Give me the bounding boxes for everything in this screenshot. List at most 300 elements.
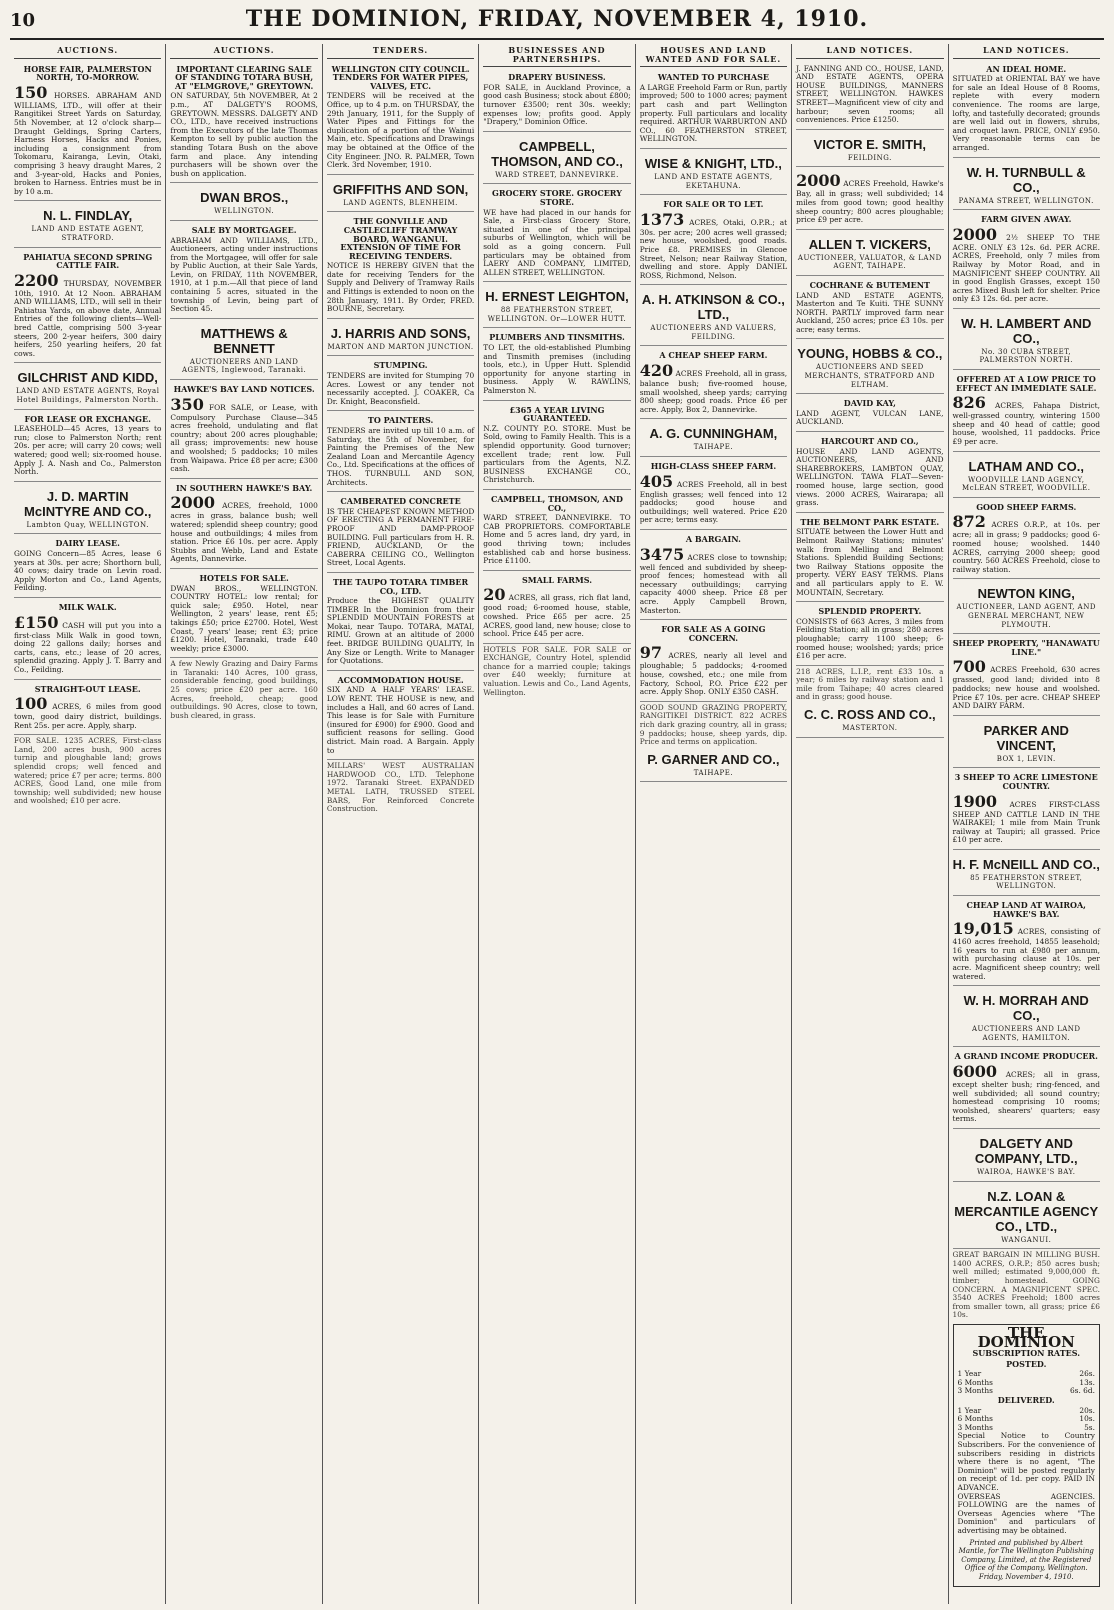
ad-title: COCHRANE & BUTEMENT — [809, 279, 930, 290]
ad-title: TO PAINTERS. — [367, 415, 434, 426]
firm-address: WAIROA, HAWKE'S BAY. — [977, 1167, 1076, 1176]
rate-price: 26s. — [1079, 1369, 1095, 1379]
ad-text: CONSISTS of 663 Acres, 3 miles from Feilding Station; all in grass; 280 acres ploughable; carry 1100 sheep; 6-roomed house; woolshed; yards; price £16 per acre. — [796, 616, 944, 661]
ad-title: THE BELMONT PARK ESTATE. — [800, 516, 940, 527]
firm-block — [640, 747, 787, 783]
advertisement — [640, 348, 787, 419]
ad-lead-figure: 350 — [170, 394, 204, 414]
page-title: THE DOMINION, FRIDAY, NOVEMBER 4, 1910. — [245, 6, 869, 32]
ad-lead-figure: 405 — [639, 471, 674, 491]
ad-text: A LARGE Freehold Farm or Run, partly improved; 500 to 1000 acres; payment part cash and part Wellington property. Full particulars and locality required. ARTHUR WARBURTON AND CO., 60 FEATHERSTON STREET, WELLINGTON. — [639, 82, 788, 144]
ad-body — [483, 514, 630, 566]
delivered-label: DELIVERED. — [997, 1395, 1055, 1406]
column-6 — [792, 44, 948, 1604]
firm-address: WANGANUI. — [1001, 1235, 1052, 1244]
ad-body — [640, 211, 787, 281]
ad-text: ACRES Freehold, 630 acres grassed, good land; divided into 8 paddocks; new house and woolshed. Price £7 10s. per acre. CHEAP SHEEP AND DAIRY FARM. — [952, 665, 1100, 711]
ad-text: ACRES Freehold, Hawke's Bay, all in grass; well subdivided; 14 miles from good town; good healthy sheep country; 800 acres ploughable; price £9 per acre. — [796, 179, 944, 225]
ad-title: CAMBERATED CONCRETE — [340, 496, 461, 507]
advertisement — [170, 223, 317, 319]
ad-title: DAIRY LEASE. — [55, 538, 120, 549]
firm-block — [953, 988, 1100, 1047]
ad-text: ACRES FIRST-CLASS SHEEP AND CATTLE LAND IN THE WAIRAKEI; 1 mile from Main Trunk railway at Taupiri; all grassed. Price £10 per acre. — [952, 799, 1100, 845]
ad-text: J. FANNING AND CO., HOUSE, LAND, AND ESTATE AGENTS, OPERA HOUSE BUILDINGS, MANNERS STREET, WELLINGTON. HAWKES STREET—Magnificent view of city and harbour; seven rooms; all conveniences. Price £1250. — [796, 63, 944, 125]
advertisement — [14, 682, 161, 736]
firm-name: GILCHRIST AND KIDD, — [17, 370, 158, 386]
ad-text: HORSES. ABRAHAM AND WILLIAMS, LTD., will offer at their Rangitikei Street Yards on Saturday, 5th November, at 12 o'clock sharp—Draught Geldings, Spring Carters, Harness Horses, Hacks and Ponies, including a consignment from Tokomaru, Kairanga, Levin, Otaki, comprising 3 heavy draught Mares, 2 and 3-year-old, Hacks and Ponies, broken to Harness. Entries must be in by 10 a.m. — [14, 90, 162, 196]
ad-lead-figure: 6000 — [952, 1062, 998, 1081]
column-5 — [636, 44, 792, 1604]
firm-name: PARKER AND VINCENT, — [983, 722, 1069, 753]
ad-text: ACRES; all in grass, except shelter bush; ring-fenced, and well subdivided; all sound country; homestead comprising 10 rooms; woolshed, shearers' quarters; easy terms. — [952, 1070, 1100, 1124]
subscription-note: Special Notice to Country Subscribers. For the convenience of subscribers residing in districts where there is no agent, "The Dominion" will be posted regularly on receipt of 1d. per copy. PAID IN ADVANCE. — [957, 1431, 1095, 1492]
ad-title: PLUMBERS AND TINSMITHS. — [489, 332, 625, 343]
masthead — [10, 6, 1104, 40]
ad-title: IMPORTANT CLEARING SALE OF STANDING TOTARA BUSH, AT "ELMGROVE," GREYTOWN. — [174, 63, 314, 91]
advertisement — [327, 214, 474, 319]
advertisement — [953, 500, 1100, 580]
ad-lead-figure: 20 — [483, 585, 506, 605]
firm-address: WOODVILLE LAND AGENCY, McLEAN STREET, WOODVILLE. — [962, 475, 1091, 493]
firm-block — [483, 134, 630, 185]
advertisement — [170, 382, 317, 479]
firm-block — [953, 311, 1100, 370]
ad-body — [796, 410, 943, 427]
ad-title: A BARGAIN. — [685, 534, 741, 544]
ad-title: ACCOMMODATION HOUSE. — [337, 674, 464, 685]
imprint: Printed and published by Albert Mantle, for The Wellington Publishing Company, Limited, at the Registered Office of the Company, Wellington. Friday, November 4, 1910. — [958, 1538, 1094, 1581]
rate-price: 20s. — [1079, 1405, 1095, 1415]
ad-text: SITUATE between the Lower Hutt and Belmont Railway Stations; minutes' walk from Melling and Belmont Stations. Splendid Building Sections; two Railway Stations opposite the property. VERY EASY TERMS. Plans and all particulars apply to E. W. MOUNTAIN, Secretary. — [796, 527, 944, 597]
subscription-box — [953, 1324, 1100, 1587]
rate-price: 10s. — [1079, 1414, 1095, 1424]
ad-body — [170, 92, 317, 178]
ad-lead-figure: 150 — [14, 82, 48, 102]
column-filler-text: FOR SALE. 1235 ACRES, First-class Land, 200 acres bush, 900 acres turnip and ploughable land; grows splendid crops; well fenced and watered; price £7 per acre; terms. 800 ACRES, Good Land, one mile from township; well subdivided; new house and woolshed; £10 per acre. — [14, 736, 162, 806]
firm-name: P. GARNER AND CO., — [647, 751, 780, 767]
firm-name: VICTOR E. SMITH, — [813, 136, 927, 152]
firm-name: CAMPBELL, THOMSON, AND CO., — [491, 138, 623, 169]
ad-body — [170, 396, 317, 474]
advertisement — [483, 330, 630, 400]
firm-address: AUCTIONEERS AND LAND AGENTS, Inglewood, Taranaki. — [182, 357, 307, 375]
page-number: 10 — [10, 10, 36, 31]
ad-body — [327, 262, 474, 314]
ad-title: IN SOUTHERN HAWKE'S BAY. — [175, 482, 313, 493]
ad-text: TENDERS are invited up till 10 a.m. of Saturday, the 5th of November, for Painting the Premises of the New Zealand Loan and Mercantile Agency Co., Ltd. Specifications at the offices of THOS. TURNBULL AND SON, Architects. — [326, 426, 475, 487]
ad-body — [640, 473, 787, 525]
advertisement — [640, 70, 787, 149]
rate-term: 3 Months — [957, 1386, 993, 1396]
ad-text: DWAN BROS., WELLINGTON. COUNTRY HOTEL: low rental; for quick sale; £950. Hotel, near Wellington, 2 years' lease, rent £5; takings £50; price £2700. Hotel, West Coast, 7 years' lease; rent £3; price £1200. Hotel, Taranaki, trade £40 weekly; price £3000. — [170, 583, 318, 653]
advertisement — [14, 600, 161, 680]
firm-address: LAND AGENTS, BLENHEIM. — [343, 198, 458, 207]
ad-body — [953, 513, 1100, 574]
ad-body — [953, 793, 1100, 845]
ad-lead-figure: £150 — [14, 612, 59, 632]
firm-address: FEILDING. — [847, 153, 892, 162]
ad-text: ACRES, all grass, rich flat land, good road; 6-roomed house, stable, cowshed. Price £65 per acre. 25 ACRES, good land, new house; close to school. Price £45 per acre. — [483, 593, 631, 639]
advertisement — [796, 434, 943, 513]
ad-text: ABRAHAM AND WILLIAMS, LTD., Auctioneers, acting under instructions from the Mortgagee, will offer for sale by Public Auction, at their Sale Yards, Levin, on FRIDAY, 11th NOVEMBER, 1910, at 1 p.m.—All that piece of land containing 5 acres, situated in the township of Levin, being part of Section 45. — [170, 235, 318, 314]
ad-title: £365 A YEAR LIVING GUARANTEED. — [509, 404, 605, 424]
firm-address: 88 FEATHERSTON STREET, WELLINGTON. Or—LOWER HUTT. — [487, 306, 627, 323]
ad-text: CASH will put you into a first-class Milk Walk in good town, doing 22 gallons daily; horses and carts, cans, etc.; lease of 20 acres, splendid grazing. Apply J. T. Barry and Co., Feilding. — [14, 620, 162, 674]
ad-body — [640, 546, 787, 616]
firm-address: TAIHAPE. — [693, 443, 734, 452]
firm-name: J. HARRIS AND SONS, — [330, 325, 471, 341]
firm-block — [796, 341, 943, 394]
firm-address: MARTON AND MARTON JUNCTION. — [327, 342, 474, 351]
ad-text: LAND AND ESTATE AGENTS, Masterton and Te Kuiti. THE SUNNY NORTH. PARTLY improved farm near Auckland, 250 acres; price £3 10s. per acre; easy terms. — [796, 290, 944, 334]
ad-body — [327, 372, 474, 406]
ad-lead-figure: 97 — [639, 643, 662, 663]
column-1 — [10, 44, 166, 1604]
advertisement — [327, 413, 474, 492]
ad-body — [953, 75, 1100, 152]
firm-address: LAND AND ESTATE AGENTS, Royal Hotel Buildings, Palmerston North. — [15, 387, 160, 405]
ad-title: CAMPBELL, THOMSON, AND CO., — [490, 493, 623, 513]
ad-body — [14, 425, 161, 477]
ad-text: N.Z. COUNTY P.O. STORE. Must be Sold, owing to Family Health. This is a splendid opportunity. Good turnover; excellent trade; rent low. Full particulars from the Agents, N.Z. BUSINESS EXCHANGE CO., Christchurch. — [483, 423, 631, 485]
firm-block — [327, 321, 474, 357]
column-2 — [166, 44, 322, 1604]
ad-text: ACRES O.R.P., at 10s. per acre; all in grass; 9 paddocks; good 6-roomed house; woolshed. 1440 ACRES, carrying 2000 sheep; good country. 560 ACRES Freehold, close to railway station. — [952, 520, 1100, 574]
ad-body — [14, 550, 161, 593]
firm-block — [953, 1184, 1100, 1250]
ad-body — [953, 920, 1100, 981]
advertisement — [14, 62, 161, 202]
firm-address: AUCTIONEER, VALUATOR, & LAND AGENT, TAIHAPE. — [797, 253, 942, 271]
ad-body — [327, 92, 474, 169]
advertisement — [14, 536, 161, 598]
ad-text: SIX AND A HALF YEARS' LEASE. LOW RENT. THE HOUSE is new, and includes a Hall, and 60 acres of Land. This lease is for Sale with Furniture (insured for £900) for £900. Good and sufficient reasons for selling. Good district. Main road. A Bargain. Apply to — [326, 685, 475, 755]
firm-name: C. C. ROSS AND CO., — [803, 707, 936, 723]
ad-body — [796, 65, 943, 125]
ad-text: ACRES, Fahapa District, well-grassed country, wintering 1500 sheep and 40 head of cattle; good house, woolshed, 11 paddocks. Price £9 per acre. — [952, 401, 1100, 447]
firm-address: TAIHAPE. — [693, 768, 734, 777]
ad-body — [327, 508, 474, 568]
ad-title: WELLINGTON CITY COUNCIL. TENDERS FOR WATER PIPES, VALVES, ETC. — [331, 63, 470, 91]
advertisement — [483, 403, 630, 490]
column-filler-text: MILLARS' WEST AUSTRALIAN HARDWOOD CO., LTD. Telephone 1972. Taranaki Street. EXPANDED METAL LATH, TRUSSED STEEL BARS, For Reinforced Concrete Construction. — [326, 761, 475, 814]
firm-address: 85 FEATHERSTON STREET, WELLINGTON. — [970, 873, 1083, 891]
firm-name: GRIFFITHS AND SON, — [332, 181, 469, 197]
column-filler-text: GREAT BARGAIN IN MILLING BUSH. 1400 ACRES, O.R.P.; 850 acres bush; well milled; estimated 9,000,000 ft. timber; homestead. GOING CONCERN. A MAGNIFICENT SPEC. 3540 ACRES Freehold; 1800 acres from smaller town, all grass; price £6 10s. — [952, 1250, 1100, 1320]
ad-text: LAND AGENT, VULCAN LANE, AUCKLAND. — [796, 408, 944, 427]
ad-body — [796, 448, 943, 508]
ad-lead-figure: 2000 — [952, 224, 998, 244]
firm-address: LAND AND ESTATE AGENT, STRATFORD. — [31, 225, 144, 242]
ad-body — [796, 618, 943, 661]
advertisement — [483, 492, 630, 571]
ad-text: NOTICE IS HEREBY GIVEN that the date for receiving Tenders for the Supply and Delivery of Tramway Rails and Fittings is extended to noon on the 28th January, 1911. By Order, FRED. BOURNE, Secretary. — [326, 261, 475, 314]
advertisement — [796, 169, 943, 229]
ad-body — [14, 614, 161, 675]
advertisement — [327, 673, 474, 760]
firm-block — [640, 421, 787, 457]
ad-title: PAHIATUA SECOND SPRING CATTLE FAIR. — [23, 251, 153, 271]
ad-text: ACRES, consisting of 4160 acres freehold, 14855 leasehold; 16 years to run at £980 per annum, with purchasing clause at 10s. per acre. Magnificent sheep country; well watered. — [952, 927, 1100, 981]
subscription-title: THE DOMINION — [977, 1323, 1075, 1351]
ad-text: GOING Concern—85 Acres, lease 6 years at 30s. per acre; Shorthorn bull, 40 cows; dairy trade on Levin road. Apply Morton and Co., Land Agents, Feilding. — [14, 548, 162, 593]
ad-body — [170, 494, 317, 564]
ad-lead-figure: 420 — [639, 361, 674, 381]
firm-name: W. H. LAMBERT AND CO., — [961, 315, 1092, 346]
ad-text: ACRES, Otaki, O.P.R.; at 30s. per acre; 200 acres well grassed; new house, woolshed, good roads. Price £8. PREMISES in Glencoe Street, Nelson; near Railway Station, dwelling and store. Apply DANIEL ROSS, Richmond, Nelson. — [639, 217, 788, 280]
ad-text: Produce the HIGHEST QUALITY TIMBER In the Dominion from their SPLENDID MOUNTAIN FORESTS at Mokai, near Taupo. TOTARA, MATAI, RIMU. Grown at an altitude of 2000 feet. BRIDGE BUILDING QUALITY, In Any Size or Length. Write to Manager for Quotations. — [326, 596, 475, 666]
ad-body — [327, 427, 474, 487]
ad-lead-figure: 19,015 — [952, 919, 1014, 939]
ad-text: LEASEHOLD—45 Acres, 13 years to run; close to Palmerston North; rent 20s. per acre; will carry 20 cows; well watered; good well; six-roomed house. Apply J. A. Nash and Co., Palmerston North. — [14, 424, 162, 477]
ad-lead-figure: 2000 — [170, 493, 215, 513]
firm-name: ALLEN T. VICKERS, — [808, 236, 931, 252]
advertisement — [640, 459, 787, 530]
ad-title: SHEEP PROPERTY, "HANAWATU LINE." — [952, 638, 1100, 657]
ad-text: HOUSE AND LAND AGENTS, AUCTIONEERS, AND SHAREBROKERS, LAMBTON QUAY, WELLINGTON. TAWA FLAT—Seven-roomed house, large section, good views. 2000 ACRES, Wairarapa; all grass. — [796, 446, 944, 508]
advertisement — [796, 604, 943, 666]
firm-block — [953, 1131, 1100, 1182]
ad-title: THE GONVILLE AND CASTLECLIFF TRAMWAY BOARD, WANGANUI. EXTENSION OF TIME FOR RECEIVING TENDERS. — [340, 216, 461, 261]
ad-body — [953, 658, 1100, 710]
firm-name: W. H. MORRAH AND CO., — [963, 993, 1089, 1024]
ad-body — [796, 292, 943, 335]
firm-address: AUCTIONEERS AND LAND AGENTS, HAMILTON. — [971, 1025, 1081, 1042]
columns — [10, 44, 1104, 1604]
advertisement — [953, 1049, 1100, 1129]
column-heading: BUSINESSES AND PARTNERSHIPS. — [483, 44, 630, 67]
ad-text: WE have had placed in our hands for Sale, a First-class Grocery Store, situated in one of the principal suburbs of Wellington, which will be sold as a going concern. Full particulars may be obtained from LAERY AND COMPANY, LIMITED, ALLEN STREET, WELLINGTON. — [483, 207, 631, 277]
rate-term: 6 Months — [957, 1377, 993, 1387]
ad-title: HARCOURT AND CO., — [820, 436, 919, 447]
firm-name: J. D. MARTIN McINTYRE AND CO., — [24, 488, 152, 519]
rate-term: 6 Months — [957, 1414, 993, 1424]
firm-address: No. 30 CUBA STREET, PALMERSTON NORTH. — [979, 347, 1073, 365]
firm-name: H. F. McNEILL AND CO., — [952, 856, 1100, 872]
advertisement — [953, 636, 1100, 716]
ad-text: THURSDAY, NOVEMBER 10th, 1910. At 12 Noon. ABRAHAM AND WILLIAMS, LTD., will sell in their Pahiatua Yards, on above date, Annual Entries of the following clients—Well-bred Cattle, comprising 500 3-year steers, 200 2-year heifers, 300 dairy heifers, 250 yearling heifers, 20 fat cows. — [14, 278, 162, 358]
column-heading: HOUSES AND LAND WANTED AND FOR SALE. — [640, 44, 787, 67]
ad-title: HOTELS FOR SALE. — [199, 572, 289, 583]
firm-block — [796, 232, 943, 276]
ad-text: FOR SALE, in Auckland Province, a good cash Business; stock about £800; turnover £3500; rent 30s. weekly; expenses low; profits good. Apply "Drapery," Dominion Office. — [483, 82, 631, 127]
column-filler-text: GOOD SOUND GRAZING PROPERTY, RANGITIKEI DISTRICT. 822 ACRES rich dark grazing country, all in grass; 9 paddocks; house, sheep yards, dip. Price and terms on application. — [639, 702, 788, 747]
ad-title: OFFERED AT A LOW PRICE TO EFFECT AN IMMEDIATE SALE. — [956, 374, 1097, 393]
column-filler-text: HOTELS FOR SALE. FOR SALE or EXCHANGE, Country Hotel, splendid chance for a married couple; takings over £40 weekly; furniture at valuation. Lewis and Co., Land Agents, Wellington. — [483, 644, 631, 697]
ad-lead-figure: 100 — [14, 694, 48, 714]
advertisement — [483, 186, 630, 282]
ad-text: ACRES Freehold, all in best English grasses; well fenced into 12 paddocks; good house and outbuildings; well watered. Price £20 per acre; terms easy. — [639, 479, 788, 525]
ad-title: A GRAND INCOME PRODUCER. — [954, 1051, 1098, 1062]
advertisement — [483, 573, 630, 644]
firm-address: LAND AND ESTATE AGENTS, EKETAHUNA. — [654, 172, 773, 190]
ad-title: STRAIGHT-OUT LEASE. — [34, 683, 141, 694]
column-heading: AUCTIONS. — [14, 44, 161, 59]
firm-block — [14, 484, 161, 535]
column-4 — [479, 44, 635, 1604]
firm-address: PANAMA STREET, WELLINGTON. — [958, 196, 1094, 205]
advertisement — [483, 70, 630, 132]
ad-body — [640, 644, 787, 696]
ad-body — [483, 586, 630, 638]
ad-body — [796, 528, 943, 597]
advertisement — [953, 372, 1100, 452]
ad-text: ACRES close to township; well fenced and subdivided by sheep-proof fences; homestead with all necessary outbuildings; carrying capacity 4000 sheep. Price £8 per acre. Apply Campbell Brown, Masterton. — [639, 552, 788, 615]
ad-title: FOR SALE AS A GOING CONCERN. — [661, 624, 766, 643]
advertisement — [327, 358, 474, 411]
ad-lead-figure: 3475 — [639, 544, 685, 564]
firm-address: AUCTIONEER, LAND AGENT, AND GENERAL MERCHANT, NEW PLYMOUTH. — [956, 603, 1096, 629]
ad-title: THE TAUPO TOTARA TIMBER CO., LTD. — [332, 576, 469, 596]
firm-block — [14, 203, 161, 247]
advertisement — [640, 622, 787, 702]
ad-body — [796, 172, 943, 224]
firm-name: DWAN BROS., — [200, 190, 289, 206]
ad-body — [14, 272, 161, 359]
firm-name: N. L. FINDLAY, — [43, 208, 133, 224]
ad-title: AN IDEAL HOME. — [986, 63, 1067, 74]
firm-name: A. H. ATKINSON & CO., LTD., — [641, 292, 785, 323]
column-filler-text: A few Newly Grazing and Dairy Farms in Taranaki: 140 Acres, 100 grass, considerable fencing, good buildings, 25 cows; price £20 per acre. 160 Acres, freehold, cheap; good outbuildings. 90 Acres, close to town, bush cleared, in grass. — [170, 659, 318, 720]
firm-block — [953, 718, 1100, 769]
ad-body — [170, 237, 317, 314]
advertisement — [953, 212, 1100, 309]
column-heading: AUCTIONS. — [170, 44, 317, 59]
advertisement — [170, 481, 317, 569]
column-7 — [949, 44, 1104, 1604]
advertisement — [953, 898, 1100, 986]
subscription-subtitle: SUBSCRIPTION RATES. — [972, 1348, 1081, 1359]
ad-title: FOR LEASE OR EXCHANGE. — [24, 413, 151, 424]
firm-name: NEWTON KING, — [977, 586, 1075, 602]
ad-text: TENDERS will be received at the Office, up to 4 p.m. on THURSDAY, the 29th January, 1911, for the Supply of Water Pipes and Fittings for the duplication of a portion of the Wainui Main, etc. Specifications and Drawings may be obtained at the Office of the City Engineer. JNO. R. PALMER, Town Clerk. 3rd November, 1910. — [326, 91, 475, 170]
ad-text: ACRES Freehold, all in grass, balance bush; five-roomed house, small woolshed, sheep yards; carrying 800 sheep; good roads. Price £6 per acre. Apply, Box 2, Dannevirke. — [639, 369, 788, 414]
rate-term: 1 Year — [957, 1369, 982, 1379]
ad-title: A CHEAP SHEEP FARM. — [659, 350, 768, 361]
firm-address: AUCTIONEERS AND VALUERS, FEILDING. — [650, 324, 777, 341]
ad-lead-figure: 2200 — [14, 270, 59, 290]
ad-body — [483, 425, 630, 485]
firm-block — [953, 160, 1100, 211]
ad-title: DRAPERY BUSINESS. — [508, 72, 606, 83]
column-heading: LAND NOTICES. — [953, 44, 1100, 59]
advertisement — [796, 62, 943, 130]
ad-lead-figure: 872 — [952, 512, 986, 532]
ad-title: WANTED TO PURCHASE — [657, 72, 769, 83]
ad-title: FARM GIVEN AWAY. — [981, 214, 1072, 225]
ad-body — [640, 362, 787, 414]
firm-block — [640, 151, 787, 195]
firm-name: LATHAM AND CO., — [968, 458, 1085, 474]
column-heading: LAND NOTICES. — [796, 44, 943, 59]
firm-name: N.Z. LOAN & MERCANTILE AGENCY CO., LTD., — [954, 1188, 1099, 1234]
ad-lead-figure: 1373 — [639, 209, 685, 229]
ad-body — [953, 394, 1100, 446]
ad-text: FOR SALE, or Lease, with Compulsory Purchase Clause—345 acres freehold, undulating and flat country; about 200 acres ploughable; all grass; improvements: new house and woolshed; 5 paddocks; 10 miles from Waipawa. Price £8 per acre; £300 cash. — [170, 402, 318, 474]
advertisement — [796, 278, 943, 340]
firm-address: MASTERTON. — [842, 724, 898, 733]
ad-body — [483, 344, 630, 396]
firm-name: A. G. CUNNINGHAM, — [649, 426, 778, 442]
firm-address: AUCTIONEERS AND SEED MERCHANTS, STRATFORD AND ELTHAM. — [804, 363, 936, 389]
advertisement — [170, 571, 317, 658]
ad-title: GOOD SHEEP FARMS. — [976, 501, 1077, 512]
ad-title: SMALL FARMS. — [521, 574, 593, 585]
ad-text: ACRES, 6 miles from good town, good dairy district, buildings. Rent 25s. per acre. Apply, sharp. — [14, 702, 162, 730]
ad-body — [14, 695, 161, 730]
firm-block — [170, 185, 317, 221]
firm-block — [953, 454, 1100, 498]
ad-text: ON SATURDAY, 5th NOVEMBER, At 2 p.m., AT DALGETY'S ROOMS, GREYTOWN. MESSRS. DALGETY AND CO., LTD., have received instructions from the Executors of the late Thomas Kempton to sell by public auction the standing Totara Bush on the above farm and place. Any intending purchasers will be shown over the bush on application. — [170, 91, 318, 178]
ad-lead-figure: 700 — [952, 657, 986, 677]
advertisement — [796, 515, 943, 602]
ad-body — [953, 226, 1100, 304]
advertisement — [953, 770, 1100, 850]
ad-title: DAVID KAY, — [843, 398, 896, 409]
ad-body — [640, 84, 787, 144]
ad-lead-figure: 826 — [952, 393, 986, 413]
firm-name: MATTHEWS & BENNETT — [200, 325, 288, 356]
ad-title: FOR SALE OR TO LET. — [663, 199, 764, 210]
ad-title: STUMPING. — [373, 360, 428, 371]
firm-block — [796, 132, 943, 168]
ad-body — [14, 84, 161, 197]
ad-text: TO LET, the old-established Plumbing and Tinsmith premises (including tools, etc.), in Upper Hutt. Splendid opportunity for anyone starting in business. Apply W. RAWLINS, Palmerston N. — [483, 343, 631, 396]
ad-title: CHEAP LAND AT WAIROA, HAWKE'S BAY. — [966, 900, 1086, 919]
column-filler-text: 218 ACRES, L.I.P., rent £33 10s. a year; 6 miles by railway station and 1 mile from Taihape; 40 acres cleared and in grass; good house. — [796, 666, 944, 702]
firm-name: W. H. TURNBULL & CO., — [966, 164, 1086, 195]
advertisement — [14, 250, 161, 364]
firm-address: BOX 1, LEVIN. — [996, 754, 1056, 763]
ad-text: TENDERS are invited for Stumping 70 Acres. Lowest or any tender not necessarily accepted. J. COAKER, Ca Dr. Knight, Beaconsfield. — [326, 371, 475, 406]
rate-term: 3 Months — [957, 1422, 993, 1432]
advertisement — [953, 62, 1100, 158]
firm-address: WELLINGTON. — [214, 207, 275, 216]
firm-name: H. ERNEST LEIGHTON, — [485, 289, 629, 305]
rate-price: 6s. 6d. — [1069, 1386, 1095, 1396]
firm-block — [327, 177, 474, 213]
ad-body — [483, 84, 630, 127]
firm-name: YOUNG, HOBBS & CO., — [797, 346, 943, 362]
firm-block — [796, 702, 943, 738]
ad-text: 2½ SHEEP TO THE ACRE. ONLY £3 12s. 6d. PER ACRE. ACRES, Freehold, only 7 miles from Railway by Motor Road, and in MAGNIFICENT SHEEP COUNTRY. All in good English Grasses, except 150 acres Mixed Bush left for shelter. Price only £3 12s. 6d. per acre. — [952, 232, 1100, 304]
firm-address: WARD STREET, DANNEVIRKE. — [495, 170, 619, 179]
ad-text: ACRES, freehold, 1000 acres in grass, balance bush; well watered; splendid sheep country; good house and outbuildings; 4 miles from station. Price £6 10s. per acre. Apply Stubbs and Webb, Land and Estate Agents, Dannevirke. — [170, 501, 318, 564]
ad-title: HORSE FAIR, PALMERSTON NORTH, TO-MORROW. — [23, 63, 152, 83]
ad-body — [327, 597, 474, 666]
ad-title: SPLENDID PROPERTY. — [818, 606, 922, 617]
overseas-agencies: OVERSEAS AGENCIES. FOLLOWING are the names of Overseas Agencies where "The Dominion" and particulars of advertising may be obtained. — [957, 1491, 1095, 1535]
firm-block — [14, 365, 161, 409]
column-3 — [323, 44, 479, 1604]
ad-body — [170, 585, 317, 654]
ad-body — [327, 686, 474, 755]
ad-text: SITUATED at ORIENTAL BAY we have for sale an Ideal House of 8 Rooms, replete with every modern convenience. The rooms are large, lofty, and tastefully decorated; grounds are well laid out in flowers, shrubs, and croquet lawn. PRICE, ONLY £950. Very reasonable terms can be arranged. — [952, 74, 1100, 152]
ad-title: HIGH-CLASS SHEEP FARM. — [650, 461, 777, 472]
rate-price: 13s. — [1079, 1377, 1095, 1387]
ad-title: 3 SHEEP TO ACRE LIMESTONE COUNTRY. — [954, 772, 1098, 791]
advertisement — [14, 412, 161, 482]
firm-block — [483, 284, 630, 328]
firm-address: Lambton Quay, WELLINGTON. — [26, 520, 149, 529]
advertisement — [640, 197, 787, 285]
ad-title: HAWKE'S BAY LAND NOTICES. — [173, 384, 315, 395]
advertisement — [640, 532, 787, 620]
firm-block — [640, 287, 787, 346]
firm-block — [170, 321, 317, 380]
ad-title: SALE BY MORTGAGEE. — [191, 224, 297, 235]
advertisement — [796, 396, 943, 432]
